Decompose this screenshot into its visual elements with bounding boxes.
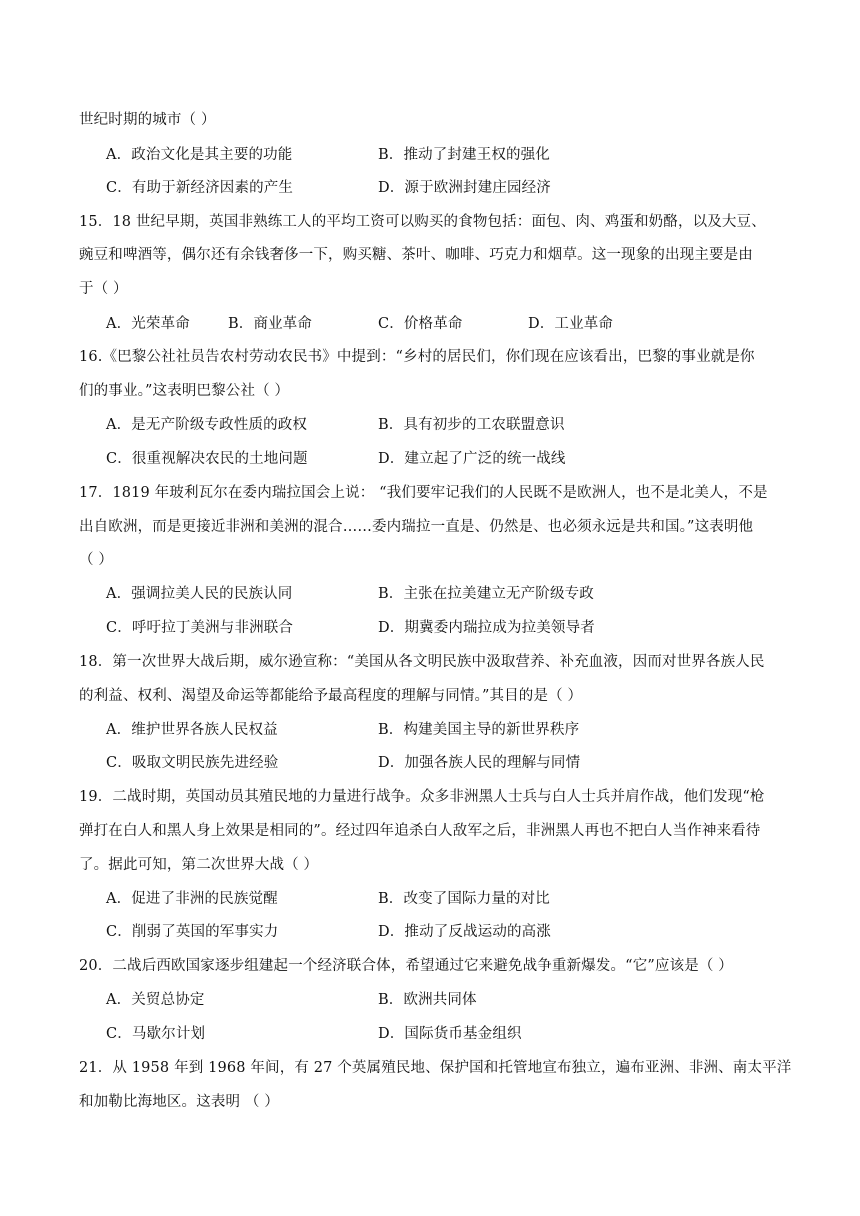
q16-option-d: D．建立起了广泛的统一战线 [378, 451, 566, 467]
q19-option-d: D．推动了反战运动的高涨 [378, 924, 551, 940]
q15-option-a: A．光荣革命 [106, 316, 190, 332]
q19-option-a: A．促进了非洲的民族觉醒 [106, 891, 278, 907]
q16-option-b: B．具有初步的工农联盟意识 [378, 417, 565, 433]
q14-option-d: D．源于欧洲封建庄园经济 [378, 180, 551, 196]
q15-stem-line-1: 15．18 世纪早期，英国非熟练工人的平均工资可以购买的食物包括：面包、肉、鸡蛋和奶酪，以及大豆、 [79, 214, 766, 230]
q16-option-c: C．很重视解决农民的土地问题 [106, 451, 308, 467]
q16-option-a: A．是无产阶级专政性质的政权 [106, 417, 308, 433]
q19-stem-line-3: 了。据此可知，第二次世界大战（ ） [79, 857, 319, 873]
q18-stem-line-1: 18．第一次世界大战后期，威尔逊宣称：“美国从各文明民族中汲取营养、补充血液，因而对世界各族人民 [79, 654, 765, 670]
q17-option-b: B．主张在拉美建立无产阶级专政 [378, 586, 594, 602]
q16-stem-line-1: 16.《巴黎公社社员告农村劳动农民书》中提到：“乡村的居民们，你们现在应该看出，巴黎的事业就是你 [79, 349, 755, 365]
q14-option-c: C．有助于新经济因素的产生 [106, 180, 294, 196]
q14-option-b: B．推动了封建王权的强化 [378, 147, 550, 163]
q14-option-a: A．政治文化是其主要的功能 [106, 147, 293, 163]
q18-stem-line-2: 的利益、权利、渴望及命运等都能给予最高程度的理解与同情。”其目的是（ ） [79, 688, 583, 704]
q15-option-b: B．商业革命 [228, 316, 313, 332]
q19-option-b: B．改变了国际力量的对比 [378, 891, 550, 907]
q18-option-d: D．加强各族人民的理解与同情 [378, 755, 581, 771]
q20-option-a: A．关贸总协定 [106, 992, 205, 1008]
q19-stem-line-1: 19．二战时期，英国动员其殖民地的力量进行战争。众多非洲黑人士兵与白人士兵并肩作战，他们发现“枪 [79, 789, 765, 805]
q17-option-c: C．呼吁拉丁美洲与非洲联合 [106, 620, 294, 636]
q18-option-c: C．吸取文明民族先进经验 [106, 755, 279, 771]
q20-option-b: B．欧洲共同体 [378, 992, 477, 1008]
q21-stem-line-1: 21．从 1958 年到 1968 年间，有 27 个英属殖民地、保护国和托管地宣布独立，遍布亚洲、非洲、南太平洋 [79, 1060, 792, 1076]
q20-option-c: C．马歇尔计划 [106, 1026, 206, 1042]
q20-option-d: D．国际货币基金组织 [378, 1026, 522, 1042]
q20-stem-line-1: 20．二战后西欧国家逐步组建起一个经济联合体，希望通过它来避免战争重新爆发。“它”应该是（ ） [79, 958, 733, 974]
q17-stem-line-2: 出自欧洲，而是更接近非洲和美洲的混合……委内瑞拉一直是、仍然是、也必须永远是共和国。”这表明他 [79, 519, 754, 535]
q19-stem-line-2: 弹打在白人和黑人身上效果是相同的”。经过四年追杀白人敌军之后，非洲黑人再也不把白人当作神来看待 [79, 823, 761, 839]
q18-option-a: A．维护世界各族人民权益 [106, 722, 278, 738]
q15-stem-line-3: 于（ ） [79, 281, 128, 297]
q17-option-d: D．期冀委内瑞拉成为拉美领导者 [378, 620, 595, 636]
q17-option-a: A．强调拉美人民的民族认同 [106, 586, 293, 602]
q17-stem-line-1: 17．1819 年玻利瓦尔在委内瑞拉国会上说： “我们要牢记我们的人民既不是欧洲人，也不是北美人，不是 [79, 485, 768, 501]
q15-option-d: D．工业革命 [528, 316, 614, 332]
q16-stem-line-2: 们的事业。”这表明巴黎公社（ ） [79, 383, 290, 399]
q15-option-c: C．价格革命 [378, 316, 463, 332]
q18-option-b: B．构建美国主导的新世界秩序 [378, 722, 580, 738]
q17-stem-line-3: （ ） [79, 552, 114, 568]
q15-stem-line-2: 豌豆和啤酒等，偶尔还有余钱奢侈一下，购买糖、茶叶、咖啡、巧克力和烟草。这一现象的出现主要是由 [79, 247, 753, 263]
q21-stem-line-2: 和加勒比海地区。这表明 （ ） [79, 1094, 279, 1110]
q14-stem-tail: 世纪时期的城市（ ） [79, 112, 216, 128]
q19-option-c: C．削弱了英国的军事实力 [106, 924, 279, 940]
